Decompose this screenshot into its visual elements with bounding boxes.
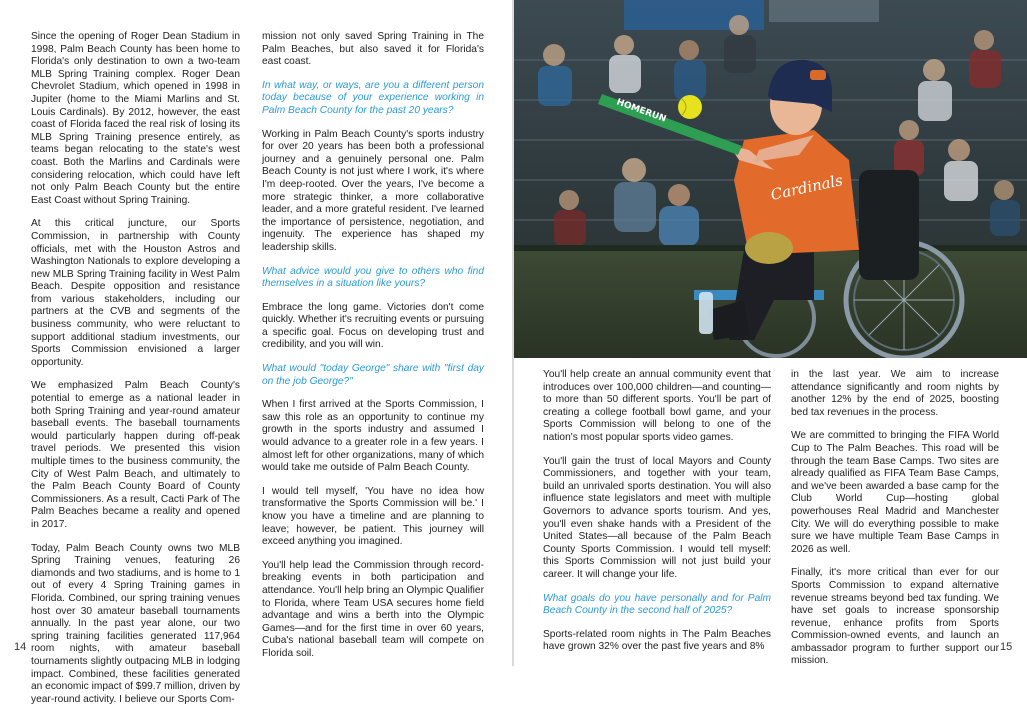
page-number-left: 14 [14, 641, 27, 653]
body-paragraph: mission not only saved Spring Training in The Palm Beaches, but also saved it for Florida's east coast. [262, 31, 484, 68]
right-column-1 [543, 369, 771, 665]
body-paragraph: Embrace the long game. Victories don't come quickly. Whether it's recruiting events or pursuing a specific goal. Focus on developing trust and credibility, and you will win. [262, 301, 484, 351]
body-paragraph: Finally, it's more critical than ever for our Sports Commission to expand alternative revenue streams beyond bed tax funding. We have set goals to increase sponsorship revenue, enhance profits from Sports Commission-owned events, and launch an ambassador program to further support our mission. [791, 567, 999, 667]
body-paragraph: You'll gain the trust of local Mayors and County Commissioners, and together with your team, build an unrivaled sports destination. You will also influence state legislators and meet with multiple Governors to advance sports tourism. And yes, you'll even shake hands with a President of the United States—all because of the Palm Beach County Sports Commission. I would tell myself: this Sports Commission will not just build your career. It will change your life. [543, 455, 771, 580]
body-paragraph: Sports-related room nights in The Palm Beaches have grown 32% over the past five years and 8% [543, 628, 771, 653]
body-paragraph: Working in Palm Beach County's sports industry for over 20 years has been both a professional journey and a genuinely personal one. Palm Beach County is not just where I work, it's where I'm deep-rooted. Over the years, I've become a more strategic thinker, a more collaborative leader, and a more grateful resident. I've learned the importance of persistence, negotiation, and ingenuity. The experience has shaped my leadership skills. [262, 128, 484, 253]
interview-question: What would "today George" share with "first day on the job George?" [262, 363, 484, 387]
left-column-1 [31, 31, 240, 717]
interview-question: What advice would you give to others who find themselves in a situation like yours? [262, 265, 484, 290]
body-paragraph: We emphasized Palm Beach County's potential to emerge as a national leader in both Spring Training and year-round amateur baseball events. The baseball tournaments would particularly happen during off-peak travel periods. We presented this vision multiple times to the business community, the City of West Palm Beach, and ultimately to the Palm Beach County Board of County Commissioners. As a result, Cacti Park of The Palm Beaches became a reality and opened in 2017. [31, 380, 240, 530]
jersey-lettering: Cardinals [769, 171, 845, 204]
body-paragraph: I would tell myself, 'You have no idea how transformative the Sports Commission will be.' I know you have a timeline and are planning to leave; however, be patient. This journey will exceed anything you imagined. [262, 485, 484, 548]
softball-player-photo [514, 0, 1027, 358]
body-paragraph: When I first arrived at the Sports Commission, I saw this role as an opportunity to continue my growth in the sports industry and assumed I would advance to a greater role in a few years. I almost left for other organizations, many of which would take me outside of Palm Beach County. [262, 399, 484, 474]
left-column-2 [262, 31, 484, 672]
body-paragraph: in the last year. We aim to increase attendance significantly and room nights by another 12% by the end of 2025, boosting bed tax revenues in the process. [791, 369, 999, 418]
body-paragraph: You'll help create an annual community event that introduces over 100,000 children—and counting—to more than 50 different sports. You'll be part of creating a college football bowl game, and your Sports Commission will belong to one of the nation's most popular sports video games. [543, 369, 771, 443]
left-page [0, 0, 513, 705]
interview-question: What goals do you have personally and for Palm Beach County in the second half of 2025? [543, 592, 771, 617]
body-paragraph: Today, Palm Beach County owns two MLB Spring Training venues, featuring 26 diamonds and two stadiums, and is home to 1 out of every 4 Spring Training games in Florida. Combined, our spring training venues host over 30 amateur baseball tournaments annually. In the past year alone, our two spring training facilities generated 117,964 room nights, with amateur baseball tournaments slightly outpacing MLB in lodging impact. Combined, these facilities generated an economic impact of $99.7 million, driven by year-round activity. I believe our Sports Com- [31, 542, 240, 705]
page-number-right: 15 [1000, 641, 1013, 653]
body-paragraph: At this critical juncture, our Sports Commission, in partnership with County officials, met with the Houston Astros and Washington Nationals to explore developing a new MLB Spring Training facility in West Palm Beach. Despite opposition and resistance from various stakeholders, including our partners at the CVB and segments of the business community, who were reluctant to support additional stadium investments, our Sports Commission envisioned a larger opportunity. [31, 218, 240, 368]
right-column-2 [791, 369, 999, 679]
body-paragraph: We are committed to bringing the FIFA World Cup to The Palm Beaches. This road will be through the team Base Camps. Two sites are already qualified as FIFA Team Base Camps, and we've been awarded a base camp for the Club World Cup—hosting global powerhouses Real Madrid and Manchester City. We will do everything possible to make sure we have multiple Team Base Camps in 2026 as well. [791, 430, 999, 555]
right-page [514, 0, 1027, 666]
body-paragraph: Since the opening of Roger Dean Stadium in 1998, Palm Beach County has been home to Florida's only destination to own a two-team MLB Spring Training complex. Roger Dean Chevrolet Stadium, which opened in 1998 in Jupiter (home to the Miami Marlins and St. Louis Cardinals). By 2012, however, the east coast of Florida faced the real risk of losing its MLB Spring Training presence entirely, as teams began relocating to the state's west coast. Both the Marlins and Cardinals were considering relocation, which could have left not only Palm Beach County but the entire East Coast without Spring Training. [31, 31, 240, 206]
interview-question: In what way, or ways, are you a different person today because of your experience working in Palm Beach County for the past 20 years? [262, 79, 484, 116]
body-paragraph: You'll help lead the Commission through record-breaking events in both participation and attendance. You'll help bring an Olympic Qualifier to Florida, where Team USA secures home field advantage and wins a berth into the Olympic Games—and for the first time in over 60 years, Cuba's national baseball team will compete on Florida soil. [262, 559, 484, 659]
bat-lettering: HOMERUN [614, 97, 668, 125]
